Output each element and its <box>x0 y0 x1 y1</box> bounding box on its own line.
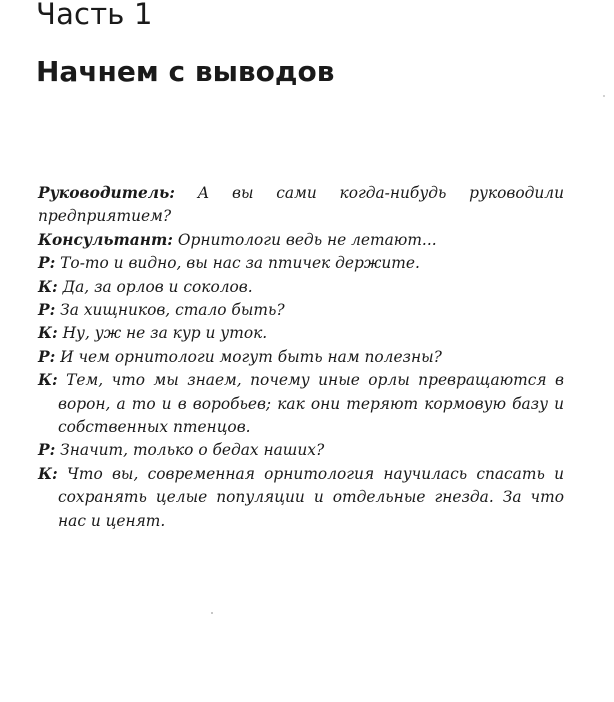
dialogue-line <box>38 346 564 369</box>
scan-speck <box>603 95 605 97</box>
dialogue-line <box>38 252 564 275</box>
dialogue-line <box>38 439 564 462</box>
dialogue-line <box>38 299 564 322</box>
speech-text: Значит, только о бедах наших? <box>60 441 325 460</box>
speaker-label: Р: <box>38 441 56 460</box>
speech-text: Что вы, современная орнитология научилась спасать и сохранять целые популяции и отдельные гнезда. За что нас и ценят. <box>58 464 564 530</box>
dialogue <box>38 182 564 533</box>
speaker-label: К: <box>38 277 58 296</box>
speaker-label: Р: <box>38 301 56 320</box>
speaker-label: Консультант: <box>38 230 173 249</box>
speech-text: За хищников, стало быть? <box>60 301 285 320</box>
dialogue-line <box>38 276 564 299</box>
speaker-label: Руководитель: <box>38 184 175 202</box>
speaker-label: Р: <box>38 347 56 366</box>
dialogue-line <box>38 463 564 533</box>
part-label: Часть 1 <box>36 0 153 31</box>
speech-text: Да, за орлов и соколов. <box>62 277 253 296</box>
speech-text: Орнитологи ведь не летают... <box>177 230 437 249</box>
dialogue-line <box>38 182 564 229</box>
speech-text: То-то и видно, вы нас за птичек держите. <box>60 254 420 273</box>
speaker-label: К: <box>38 464 58 483</box>
speaker-label: К: <box>38 324 58 343</box>
dialogue-line <box>38 322 564 345</box>
dialogue-line <box>38 229 564 252</box>
scan-speck <box>211 612 213 614</box>
speech-text: Ну, уж не за кур и уток. <box>62 324 268 343</box>
speech-text: И чем орнитологи могут быть нам полезны? <box>60 347 442 366</box>
speech-text: Тем, что мы знаем, почему иные орлы превращаются в ворон, а то и в воробьев; как они теряют кормовую базу и собственных птенцов. <box>58 371 564 437</box>
speaker-label: К: <box>38 371 58 390</box>
speaker-label: Р: <box>38 254 56 273</box>
chapter-title: Начнем с выводов <box>36 55 335 88</box>
dialogue-line <box>38 369 564 439</box>
speech-text: А вы сами когда-нибудь руководили предприятием? <box>38 184 564 226</box>
